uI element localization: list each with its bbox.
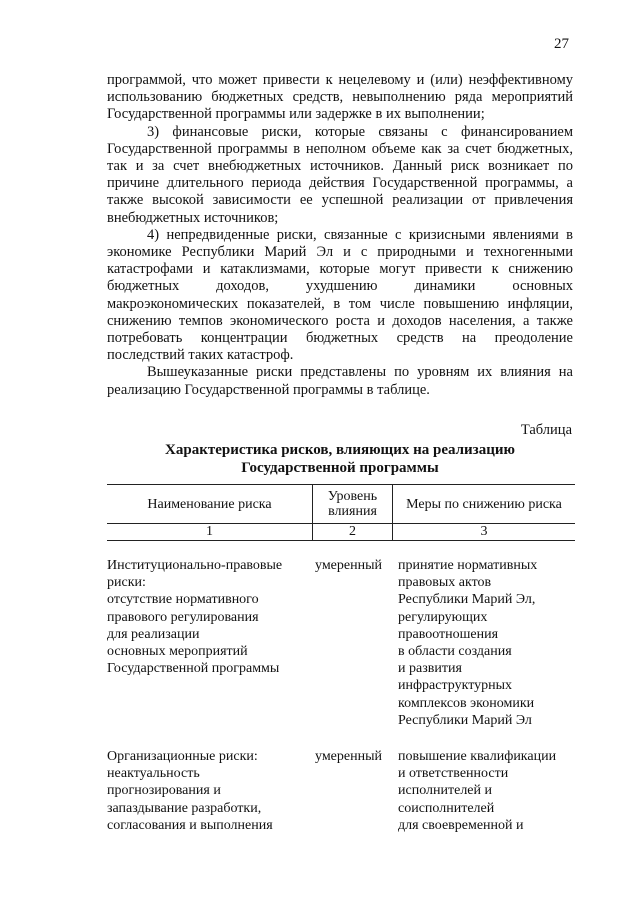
cell-line: Государственной программы	[107, 661, 280, 677]
table-header-row	[107, 484, 575, 524]
cell-line: риски:	[107, 575, 146, 591]
cell-line: Организационные риски:	[107, 749, 258, 765]
cell-line: соисполнителей	[398, 800, 495, 816]
cell-line: прогнозирования и	[107, 783, 221, 799]
cell-line: и ответственности	[398, 766, 509, 782]
cell-line: в области создания	[398, 644, 512, 660]
cell-line: Институционально-правовые	[107, 558, 283, 573]
paragraph: 3) финансовые риски, которые связаны с финансированием Государственной программы в неполном объеме как за счет бюджетных, так и за счет внебюджетных источников. Данный риск возникает по причине длительного периода действия Государственной программы, а также высокой зависимости ее успешной реализации от привлечения внебюджетных источников;	[107, 123, 573, 226]
paragraph: программой, что может привести к нецелевому и (или) неэффективному использованию бюджетных средств, невыполнению ряда мероприятий Государственной программы или задержке в их выполнении;	[107, 72, 573, 123]
table-row	[107, 557, 575, 729]
table-title-line: Характеристика рисков, влияющих на реализацию	[165, 442, 515, 458]
impact-level-cell: умеренный	[315, 558, 382, 573]
cell-line: для реализации	[107, 626, 200, 642]
paragraph: 4) непредвиденные риски, связанные с кризисными явлениями в экономике Республики Марий Эл и с природными и техногенными катастрофами и катаклизмами, которые могут привести к снижению бюджетных доходов, ухудшению динамики основных макроэкономических показателей, в том числе повышению инфляции, снижению темпов экономического роста и доходов населения, а также потребовать концентрации бюджетных средств на преодоление последствий таких катастроф.	[107, 226, 573, 364]
column-number: 2	[312, 524, 392, 540]
cell-line: комплексов экономики	[398, 695, 535, 711]
cell-line: для своевременной и	[398, 817, 524, 833]
page-number: 27	[554, 36, 569, 52]
cell-line: регулирующих	[398, 609, 488, 625]
paragraph: Вышеуказанные риски представлены по уровням их влияния на реализацию Государственной программы в таблице.	[107, 364, 573, 398]
header-impact-level: Уровень влияния	[312, 485, 392, 523]
table-title	[107, 441, 573, 477]
cell-line: повышение квалификации	[398, 749, 557, 765]
cell-line: неактуальность	[107, 766, 200, 782]
risk-table	[107, 484, 575, 834]
mitigation-cell	[392, 557, 575, 729]
cell-line: основных мероприятий	[107, 644, 248, 660]
cell-line: запаздывание разработки,	[107, 800, 262, 816]
header-mitigation: Меры по снижению риска	[392, 485, 575, 523]
cell-line: Республики Марий Эл,	[398, 592, 536, 608]
table-column-numbers	[107, 524, 575, 541]
column-number: 3	[392, 524, 575, 540]
mitigation-cell	[392, 748, 575, 834]
cell-line: принятие нормативных	[398, 558, 538, 573]
cell-line: отсутствие нормативного	[107, 592, 259, 608]
cell-line: правоотношения	[398, 626, 499, 642]
cell-line: исполнителей и	[398, 783, 493, 799]
impact-level-cell: умеренный	[315, 749, 382, 765]
cell-line: правовых актов	[398, 575, 492, 591]
risk-name-cell	[107, 748, 312, 834]
risk-name-cell	[107, 557, 312, 729]
header-risk-name: Наименование риска	[147, 496, 272, 512]
body-text	[107, 72, 573, 399]
table-row	[107, 748, 575, 834]
cell-line: инфраструктурных	[398, 678, 513, 694]
cell-line: Республики Марий Эл	[398, 712, 532, 728]
table-label: Таблица	[520, 422, 572, 438]
table-title-line: Государственной программы	[241, 460, 439, 476]
cell-line: и развития	[398, 661, 462, 677]
cell-line: правового регулирования	[107, 609, 259, 625]
column-number: 1	[206, 524, 213, 539]
cell-line: согласования и выполнения	[107, 817, 273, 833]
